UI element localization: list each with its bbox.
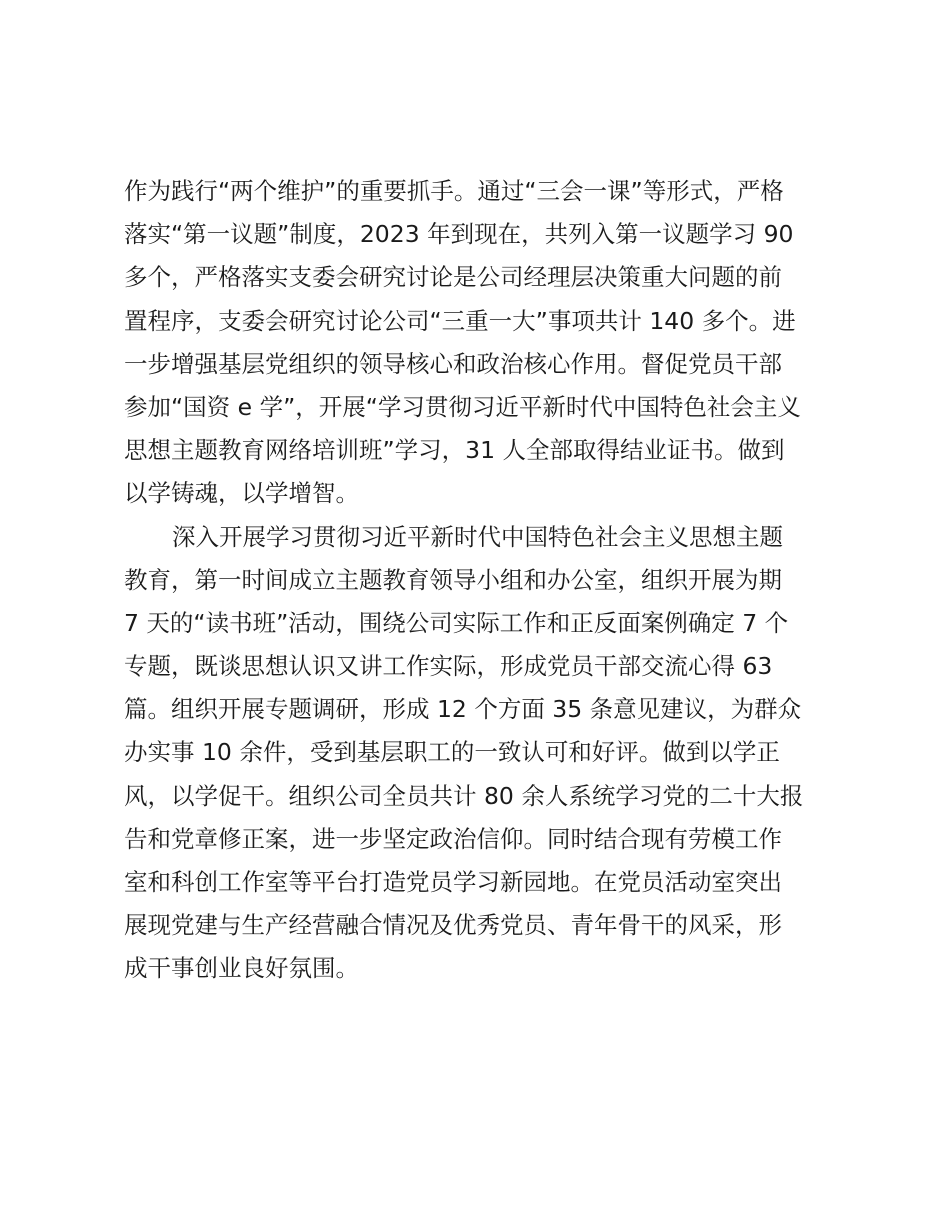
text-line: 参加“国资 e 学”，开展“学习贯彻习近平新时代中国特色社会主义 (124, 392, 801, 421)
text-line: 篇。组织开展专题调研，形成 12 个方面 35 条意见建议，为群众 (124, 695, 802, 724)
text-line: 教育，第一时间成立主题教育领导小组和办公室，组织开展为期 (124, 565, 782, 594)
paragraph-1 (124, 170, 844, 516)
text-line: 落实“第一议题”制度，2023 年到现在，共列入第一议题学习 90 (124, 220, 794, 249)
text-line: 风，以学促干。组织公司全员共计 80 余人系统学习党的二十大报 (124, 781, 804, 810)
text-line: 以学铸魂，以学增智。 (124, 479, 359, 508)
text-line: 成干事创业良好氛围。 (124, 954, 359, 983)
text-line: 深入开展学习贯彻习近平新时代中国特色社会主义思想主题 (172, 522, 783, 551)
text-line: 室和科创工作室等平台打造党员学习新园地。在党员活动室突出 (124, 868, 782, 896)
text-line: 展现党建与生产经营融合情况及优秀党员、青年骨干的风采，形 (124, 911, 782, 940)
text-line: 专题，既谈思想认识又讲工作实际，形成党员干部交流心得 63 (124, 652, 773, 681)
text-line: 办实事 10 余件，受到基层职工的一致认可和好评。做到以学正 (124, 738, 780, 767)
text-line: 思想主题教育网络培训班”学习，31 人全部取得结业证书。做到 (124, 436, 785, 465)
text-line: 作为践行“两个维护”的重要抓手。通过“三会一课”等形式，严格 (124, 177, 784, 205)
text-line: 告和党章修正案，进一步坚定政治信仰。同时结合现有劳模工作 (124, 824, 782, 853)
text-line: 多个，严格落实支委会研究讨论是公司经理层决策重大问题的前 (124, 263, 782, 292)
document-body (124, 170, 844, 991)
paragraph-2 (124, 516, 844, 991)
text-line: 一步增强基层党组织的领导核心和政治核心作用。督促党员干部 (124, 349, 782, 378)
text-line: 7 天的“读书班”活动，围绕公司实际工作和正反面案例确定 7 个 (124, 608, 789, 637)
text-line: 置程序，支委会研究讨论公司“三重一大”事项共计 140 多个。进 (124, 306, 796, 335)
